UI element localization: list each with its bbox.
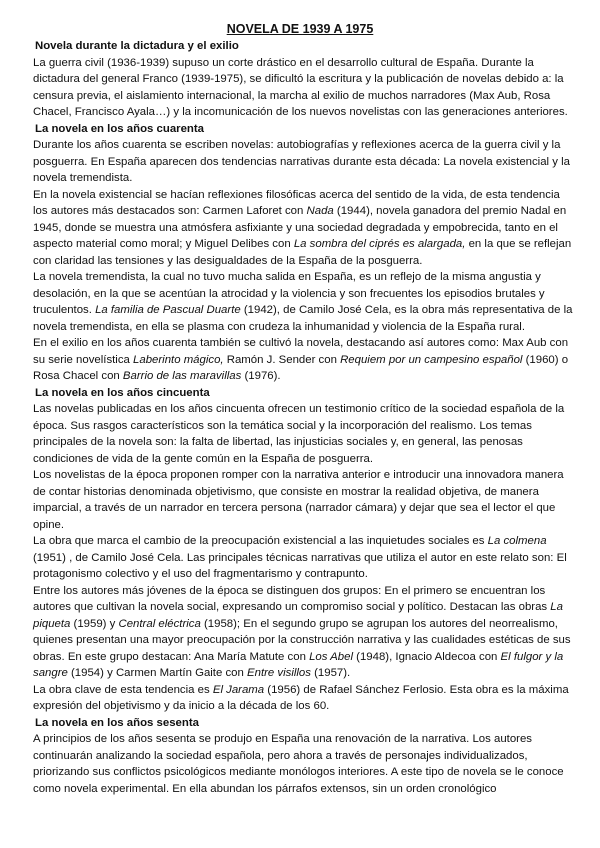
work-title: El fulgor y la sangre [33, 650, 564, 679]
paragraph [33, 583, 573, 682]
text-run: (1948), Ignacio Aldecoa con [352, 650, 501, 663]
text-run: (1976). [241, 370, 281, 382]
work-title: Nada [306, 205, 334, 217]
work-title: Entre visillos [247, 667, 311, 679]
work-title: El Jarama [212, 683, 265, 696]
work-title: Barrio de las maravillas [122, 370, 242, 382]
paragraph [33, 187, 573, 270]
work-title: La colmena [487, 535, 547, 547]
work-title: Laberinto mágico, [133, 353, 224, 366]
text-run: (1957). [310, 667, 351, 679]
text-run: en la que se reflejan con claridad las tensiones y las desigualdades de la España de la posguerra. [33, 238, 572, 267]
text-run: (1956) de Rafael Sánchez Ferlosio. Esta obra es la máxima expresión del objetivismo y da inicio a la década de los 60. [33, 683, 569, 712]
text-run: (1958); En el segundo grupo se agrupan los autores del neorrealismo, quienes presentan una mayor preocupación por la construcción narrativa y las cualidades estéticas de sus obras. En este grupo destacan: Ana María Matute con [33, 617, 571, 663]
paragraph: La guerra civil (1936-1939) supuso un corte drástico en el desarrollo cultural de España. Durante la dictadura del general Franco (1939-1975), se dificultó la escritura y la publicación de novelas debido a: la censura previa, el aislamiento internacional, la marcha al exilio de muchos narradores (Max Aub, Rosa Chacel, Francisco Ayala…) y la incomunicación de los nuevos novelistas con las generaciones anteriores. [33, 56, 568, 118]
work-title: La sombra del ciprés es alargada, [293, 238, 466, 250]
paragraph [33, 335, 573, 385]
text-run: (1959) y [70, 617, 119, 630]
text-run: (1954) y Carmen Martín Gaite con [67, 667, 248, 679]
text-run: (1942), de Camilo José Cela, es la obra más representativa de la novela tremendista, en ella se plasma con crudeza la inhumanidad y violencia de la España rural. [33, 304, 573, 333]
paragraph: A principios de los años sesenta se produjo en España una renovación de la narrativa. Los autores continuarán analizando la sociedad española, pero ahora a través de personajes individualizados, priorizando sus conflictos psicológicos mediante monólogos interiores. A este tipo de novela se le conoce como novela experimental. En ella abundan los párrafos extensos, sin un orden cronológico [33, 733, 564, 795]
section-heading-cuarenta: La novela en los años cuarenta [35, 122, 205, 135]
paragraph [33, 269, 573, 335]
paragraph [33, 682, 573, 715]
work-title: Requiem por un campesino español [340, 353, 523, 366]
paragraph: Los novelistas de la época proponen romper con la narrativa anterior e introducir una innovadora manera de contar historias denominada objetivismo, que consiste en mostrar la realidad objetiva, de manera imparcial, a través de un narrador en tercera persona (narrador cámara) y dejar que sea el lector el que opine. [33, 469, 564, 531]
work-title: La familia de Pascual Duarte [95, 304, 241, 316]
work-title: Los Abel [309, 650, 353, 663]
work-title: La piqueta [33, 601, 563, 630]
page-title: NOVELA DE 1939 A 1975 [226, 22, 374, 36]
text-run: Entre los autores más jóvenes de la época se distinguen dos grupos: En el primero se encuentran los autores que cultivan la novela social, expresando un compromiso social y político. Destacan las obras [33, 584, 551, 613]
text-run: La obra clave de esta tendencia es [33, 683, 213, 696]
text-run: En el exilio en los años cuarenta también se cultivó la novela, destacando así autores como: Max Aub con su serie novelística [33, 337, 569, 366]
work-title: Central eléctrica [118, 617, 201, 630]
text-run: En la novela existencial se hacían reflexiones filosóficas acerca del sentido de la vida, de esta tendencia los autores más destacados son: Carmen Laforet con [33, 188, 560, 217]
text-run: (1944), novela ganadora del premio Nadal en 1945, donde se muestra una atmósfera asfixiante y una sociedad degradada y empobrecida, tanto en el aspecto material como moral; y Miguel Delibes con [33, 205, 567, 250]
text-run: (1951) , de Camilo José Cela. Las principales técnicas narrativas que utiliza el autor en este relato son: El protagonismo colectivo y el uso del fragmentarismo y contrapunto. [33, 551, 567, 580]
text-run: (1960) o Rosa Chacel con [33, 353, 569, 382]
text-run: La novela tremendista, la cual no tuvo mucha salida en España, es un reflejo de la misma angustia y desolación, en la que se acentúan la atrocidad y la violencia y son frecuentes los episodios brutales y truculentos. [33, 271, 545, 316]
document-body [33, 38, 573, 797]
section-heading-cincuenta: La novela en los años cincuenta [35, 386, 210, 399]
paragraph: Las novelas publicadas en los años cincuenta ofrecen un testimonio crítico de la sociedad española de la época. Sus rasgos característicos son la temática social y la incorporación del realismo. Los temas principales de la novela son: la falta de libertad, las injusticias sociales y, en general, las penosas condiciones de vida de la gente común en la España de posguerra. [33, 403, 565, 465]
paragraph [33, 533, 573, 583]
section-heading-dictadura: Novela durante la dictadura y el exilio [35, 40, 239, 52]
text-run: Ramón J. Sender con [223, 353, 341, 366]
paragraph: Durante los años cuarenta se escriben novelas: autobiografías y reflexiones acerca de la guerra civil y la posguerra. En España aparecen dos tendencias narrativas durante esta década: La novela existencial y la novela tremendista. [33, 139, 570, 184]
text-run: La obra que marca el cambio de la preocupación existencial a las inquietudes sociales es [33, 535, 488, 547]
section-heading-sesenta: La novela en los años sesenta [35, 716, 199, 729]
